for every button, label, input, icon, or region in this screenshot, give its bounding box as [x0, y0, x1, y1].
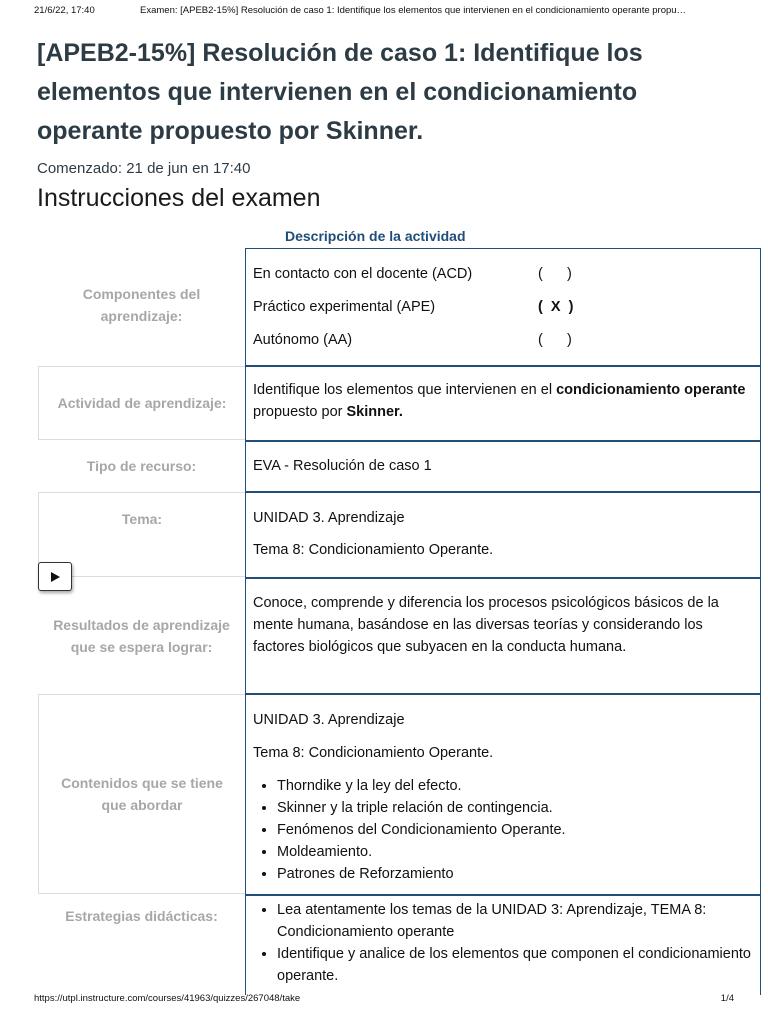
- estrategias-list: [246, 899, 757, 987]
- tema-unidad: UNIDAD 3. Aprendizaje: [253, 510, 405, 526]
- quiz-started-at: Comenzado: 21 de jun en 17:40: [37, 160, 251, 177]
- list-item: • Thorndike y la ley del efecto.: [277, 775, 566, 797]
- componente-ape: Práctico experimental (APE): [253, 299, 436, 315]
- label-actividad: Actividad de aprendizaje:: [38, 366, 245, 440]
- label-estrategias: Estrategias didácticas:: [65, 908, 218, 924]
- actividad-bold-term: condicionamiento operante: [556, 382, 746, 398]
- cell-tema: [245, 492, 761, 578]
- componente-acd-mark: ( ): [538, 266, 572, 282]
- cell-componentes: [245, 248, 761, 366]
- cell-actividad: Identifique los elementos que intervienen en el condicionamiento operante propuesto por Skinner.: [245, 366, 761, 441]
- activity-description-caption: Descripción de la actividad: [285, 228, 466, 244]
- quiz-title: [APEB2-15%] Resolución de caso 1: Identifique los elementos que intervienen en el condicionamiento operante propuesto por Skinner.: [37, 39, 643, 145]
- componente-ape-mark: ( X ): [538, 299, 574, 315]
- label-contenidos: Contenidos que se tiene que abordar: [38, 694, 245, 894]
- label-tema: Tema:: [38, 492, 245, 577]
- print-page-number: 1/4: [720, 993, 734, 1004]
- list-item: • Identifique y analice de los elementos que componen el condicionamiento operante.: [277, 943, 757, 987]
- label-resultados: Resultados de aprendizaje que se espera lograr:: [53, 616, 230, 655]
- print-date: 21/6/22, 17:40: [34, 5, 95, 16]
- print-header: [0, 0, 768, 16]
- contenidos-tema: Tema 8: Condicionamiento Operante.: [253, 745, 494, 761]
- componente-acd: En contacto con el docente (ACD): [253, 266, 473, 282]
- label-componentes: Componentes del aprendizaje:: [82, 286, 201, 324]
- cell-contenidos: [245, 694, 761, 895]
- cell-tipo-recurso: EVA - Resolución de caso 1: [245, 441, 761, 492]
- cell-estrategias: [245, 895, 761, 995]
- actividad-bold-author: Skinner.: [346, 404, 403, 420]
- tema-numero: Tema 8: Condicionamiento Operante.: [253, 542, 494, 558]
- instructions-heading: Instrucciones del examen: [37, 184, 321, 212]
- componente-aa-mark: ( ): [538, 332, 572, 348]
- list-item: • Skinner y la triple relación de contingencia.: [277, 797, 566, 819]
- contenidos-list: [246, 775, 566, 885]
- componente-aa: Autónomo (AA): [253, 332, 353, 348]
- contenidos-unidad: UNIDAD 3. Aprendizaje: [253, 712, 405, 728]
- print-url: https://utpl.instructure.com/courses/41963/quizzes/267048/take: [34, 993, 301, 1004]
- list-item: • Fenómenos del Condicionamiento Operante.: [277, 819, 566, 841]
- print-footer: [0, 992, 768, 1008]
- list-item: • Patrones de Reforzamiento: [277, 863, 566, 885]
- list-item: • Lea atentamente los temas de la UNIDAD 3: Aprendizaje, TEMA 8: Condicionamiento operante: [277, 899, 757, 943]
- label-tipo-recurso: Tipo de recurso:: [86, 458, 197, 474]
- print-page-title: Examen: [APEB2-15%] Resolución de caso 1: Identifique los elementos que intervienen en el condicionamiento operante propu…: [140, 5, 687, 16]
- list-item: • Moldeamiento.: [277, 841, 566, 863]
- cell-resultados: Conoce, comprende y diferencia los procesos psicológicos básicos de la mente humana, basándose en las diversas teorías y considerando los factores biológicos que subyacen en la conducta humana.: [245, 578, 761, 694]
